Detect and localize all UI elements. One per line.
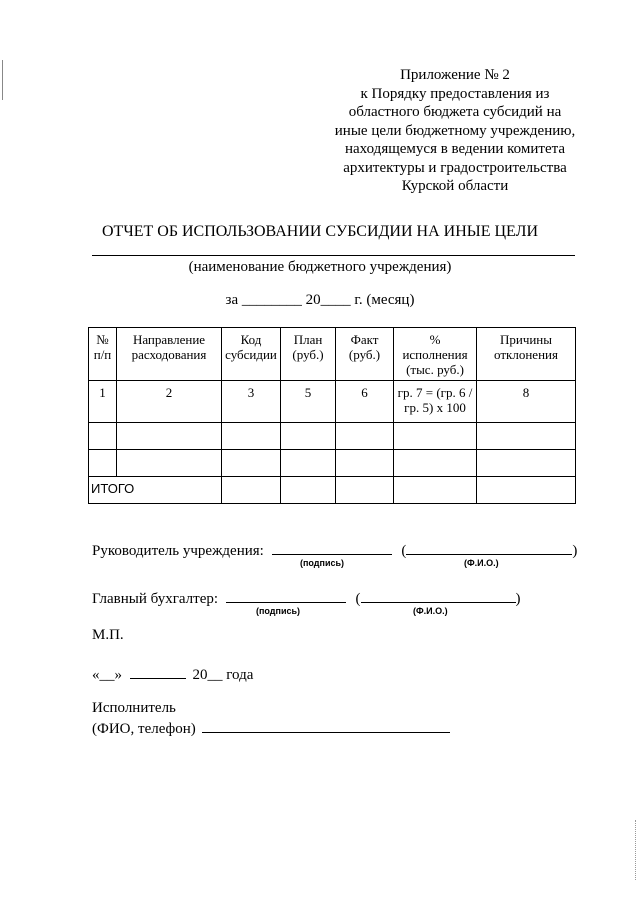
accountant-name-line[interactable] xyxy=(361,588,516,603)
table-row xyxy=(89,423,576,450)
executor-label: Исполнитель xyxy=(92,700,176,716)
appendix-line: областного бюджета субсидий на xyxy=(348,104,562,120)
table-cell xyxy=(281,477,336,504)
header-cell: Причины отклонения xyxy=(477,328,576,381)
accountant-name-caption: (Ф.И.О.) xyxy=(413,606,448,616)
date-year: 20__ года xyxy=(192,667,254,683)
header-cell: % исполнения (тыс. руб.) xyxy=(394,328,477,381)
table-cell xyxy=(477,423,576,450)
date-row xyxy=(92,664,253,684)
table-cell xyxy=(394,450,477,477)
head-signature-caption: (подпись) xyxy=(300,558,345,568)
head-signature-row xyxy=(92,540,577,560)
table-row xyxy=(89,450,576,477)
executor-contact: (ФИО, телефон) xyxy=(92,721,196,737)
table-cell xyxy=(394,423,477,450)
table-cell: 2 xyxy=(117,381,222,423)
table-total-row xyxy=(89,477,576,504)
header-cell: Факт (руб.) xyxy=(336,328,394,381)
head-signature-line[interactable] xyxy=(272,540,392,555)
table-cell xyxy=(117,423,222,450)
table-cell xyxy=(89,450,117,477)
appendix-line: находящемуся в ведении комитета xyxy=(345,141,565,157)
table-cell: 3 xyxy=(222,381,281,423)
accountant-signature-line[interactable] xyxy=(226,588,346,603)
institution-name-line xyxy=(92,255,575,256)
table-cell: 8 xyxy=(477,381,576,423)
total-label: ИТОГО xyxy=(89,477,222,504)
header-cell: № п/п xyxy=(89,328,117,381)
institution-caption: (наименование бюджетного учреждения) xyxy=(188,259,452,275)
table-cell: 1 xyxy=(89,381,117,423)
report-period: за ________ 20____ г. (месяц) xyxy=(225,292,415,308)
open-paren: ( xyxy=(401,543,407,559)
header-cell: Код субсидии xyxy=(222,328,281,381)
table-cell xyxy=(477,450,576,477)
appendix-line: Курской области xyxy=(401,178,509,194)
table-cell: 6 xyxy=(336,381,394,423)
table-cell xyxy=(117,450,222,477)
table-cell xyxy=(477,477,576,504)
close-paren: ) xyxy=(572,543,578,559)
date-month-line[interactable] xyxy=(130,664,186,679)
report-title: ОТЧЕТ ОБ ИСПОЛЬЗОВАНИИ СУБСИДИИ НА ИНЫЕ ЦЕЛИ xyxy=(101,223,539,240)
table-cell xyxy=(222,423,281,450)
seal-mark: М.П. xyxy=(92,627,124,643)
table-header-row xyxy=(89,328,576,381)
report-table xyxy=(88,327,576,504)
accountant-label: Главный бухгалтер: xyxy=(92,591,219,607)
table-cell xyxy=(336,477,394,504)
head-name-caption: (Ф.И.О.) xyxy=(464,558,499,568)
appendix-header xyxy=(330,66,580,196)
appendix-line: Приложение № 2 xyxy=(400,67,510,83)
table-cell xyxy=(336,423,394,450)
header-cell: План (руб.) xyxy=(281,328,336,381)
table-cell xyxy=(89,423,117,450)
appendix-line: к Порядку предоставления из xyxy=(360,85,550,102)
date-day: «__» xyxy=(92,667,122,683)
executor-contact-line[interactable] xyxy=(202,718,450,733)
table-row xyxy=(89,381,576,423)
appendix-line: иные цели бюджетному учреждению, xyxy=(334,122,576,139)
header-cell: Направление расходования xyxy=(117,328,222,381)
appendix-line: архитектуры и градостроительства xyxy=(343,159,567,176)
open-paren: ( xyxy=(355,591,361,607)
table-cell xyxy=(394,477,477,504)
accountant-signature-row xyxy=(92,588,521,608)
table-cell xyxy=(222,450,281,477)
accountant-signature-caption: (подпись) xyxy=(256,606,301,616)
executor-row xyxy=(92,718,450,738)
table-cell: гр. 7 = (гр. 6 / гр. 5) x 100 xyxy=(394,381,477,423)
close-paren: ) xyxy=(515,591,521,607)
scan-edge-left xyxy=(2,60,3,100)
table-cell xyxy=(281,423,336,450)
head-label: Руководитель учреждения: xyxy=(92,543,264,559)
table-cell xyxy=(336,450,394,477)
head-name-line[interactable] xyxy=(406,540,572,555)
table-cell xyxy=(222,477,281,504)
scan-edge-right xyxy=(635,820,637,880)
table-cell xyxy=(281,450,336,477)
table-cell: 5 xyxy=(281,381,336,423)
